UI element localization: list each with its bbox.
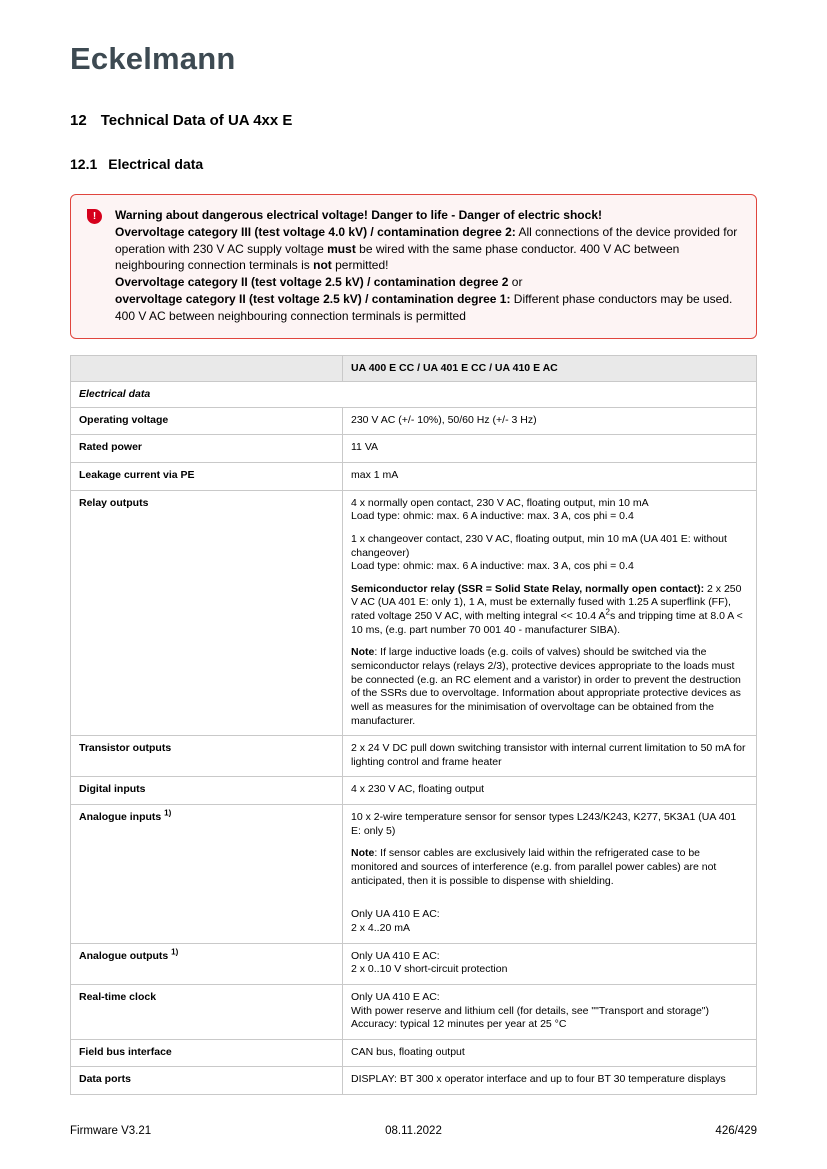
row-label: Leakage current via PE (71, 462, 343, 490)
text-segment: 2 x 0..10 V short-circuit protection (351, 963, 508, 976)
table-row (71, 805, 757, 943)
table-header-row (71, 355, 757, 381)
value-paragraph (351, 847, 748, 888)
text-segment: With power reserve and lithium cell (for details, see ""Transport and storage") (351, 1004, 710, 1017)
value-paragraph (351, 646, 748, 728)
text-segment: be wired with the same phase conductor. 400 V AC between neighbouring connection terminals is (115, 241, 680, 273)
table-row (71, 1039, 757, 1067)
table-section-row (71, 381, 757, 407)
text-segment: permitted! (331, 258, 389, 273)
section-heading (70, 112, 757, 129)
row-label (71, 805, 343, 943)
value-paragraph (351, 583, 748, 638)
text-segment: Load type: ohmic: max. 6 A inductive: max. 3 A, cos phi = 0.4 (351, 510, 634, 523)
text-segment: 11 VA (351, 441, 379, 454)
value-paragraph (351, 742, 748, 769)
text-segment: : If large inductive loads (e.g. coils of valves) should be switched via the semiconductor relays (relays 2/3), protective devices appropriate to the loads must be connected (e.g. an RC element and a varistor) in order to prevent the destruction of the SSRs due to overvoltage. Information about appropriate protective devices as well as measures for the minimisation of overvoltage can be obtained from the manufacturer. (351, 646, 741, 727)
row-label: Real-time clock (71, 984, 343, 1039)
table-row (71, 407, 757, 435)
text-segment: Overvoltage category II (test voltage 2.5 kV) / contamination degree 2 (115, 275, 509, 290)
text-segment: Load type: ohmic: max. 6 A inductive: max. 3 A, cos phi = 0.4 (351, 560, 634, 573)
text-segment: overvoltage category II (test voltage 2.5 kV) / contamination degree 1: (115, 292, 511, 307)
technical-data-table (70, 355, 757, 1095)
warning-box (70, 194, 757, 339)
subsection-title: Electrical data (108, 156, 204, 173)
value-paragraph (351, 533, 748, 574)
text-segment: 1 x changeover contact, 230 V AC, floating output, min 10 mA (UA 401 E: without changeover) (351, 532, 727, 559)
row-label: Relay outputs (71, 490, 343, 736)
row-label-text: Analogue inputs (79, 811, 162, 824)
table-row (71, 984, 757, 1039)
footer-page-number: 426/429 (715, 1125, 757, 1137)
row-value (343, 1039, 757, 1067)
value-paragraph (351, 950, 748, 977)
text-segment: 2 x 4..20 mA (351, 921, 410, 934)
value-paragraph (351, 783, 748, 797)
row-value (343, 1067, 757, 1095)
text-segment: : If sensor cables are exclusively laid within the refrigerated case to be monitored and sources of interference (e.g. from parallel power cables) are not anticipated, then it is possible to dispense with shielding. (351, 847, 717, 887)
row-label: Field bus interface (71, 1039, 343, 1067)
text-segment: or (508, 275, 523, 290)
row-value (343, 490, 757, 736)
footnote-marker: 1) (171, 947, 179, 957)
row-label: Operating voltage (71, 407, 343, 435)
table-row (71, 1067, 757, 1095)
row-label: Rated power (71, 435, 343, 463)
header-cell-empty (71, 355, 343, 381)
footnote-marker: 1) (164, 808, 172, 818)
footer-firmware-version: Firmware V3.21 (70, 1125, 152, 1137)
text-segment: not (313, 258, 332, 273)
row-value (343, 943, 757, 984)
text-segment: Only UA 410 E AC: (351, 990, 440, 1003)
value-paragraph (351, 811, 748, 838)
warning-exclamation-icon (87, 209, 102, 224)
row-value (343, 984, 757, 1039)
row-label: Transistor outputs (71, 736, 343, 777)
table-row (71, 777, 757, 805)
text-segment: s and tripping time at 8.0 A < 10 ms, (e.g. part number 70 001 40 - manufacturer SIBA). (351, 610, 743, 636)
eckelmann-logo: Eckelmann (70, 41, 236, 76)
text-segment: Overvoltage category III (test voltage 4.0 kV) / contamination degree 2: (115, 224, 516, 239)
superscript: 2 (605, 607, 610, 617)
row-label (71, 943, 343, 984)
page-footer (70, 1125, 757, 1137)
table-row (71, 462, 757, 490)
warning-text (115, 207, 740, 325)
row-value (343, 805, 757, 943)
section-title: Technical Data of UA 4xx E (100, 112, 293, 130)
text-segment: Only UA 410 E AC: (351, 949, 440, 962)
footer-date: 08.11.2022 (385, 1125, 442, 1137)
row-label-text: Analogue outputs (79, 949, 169, 962)
section-number: 12 (70, 112, 87, 130)
text-segment: 4 x normally open contact, 230 V AC, floating output, min 10 mA (351, 496, 649, 509)
subsection-number: 12.1 (70, 156, 98, 173)
text-segment: 230 V AC (+/- 10%), 50/60 Hz (+/- 3 Hz) (351, 413, 537, 426)
text-segment: Only UA 410 E AC: (351, 908, 440, 921)
text-segment: DISPLAY: BT 300 x operator interface and up to four BT 30 temperature displays (351, 1073, 726, 1086)
text-segment: Accuracy: typical 12 minutes per year at 25 °C (351, 1018, 567, 1031)
value-paragraph (351, 469, 748, 483)
row-value (343, 777, 757, 805)
value-paragraph (351, 441, 748, 455)
section-label: Electrical data (71, 381, 757, 407)
value-paragraph (351, 414, 748, 428)
text-segment: Warning about dangerous electrical voltage! Danger to life - Danger of electric shock! (115, 208, 602, 223)
text-segment: Note (351, 847, 375, 860)
table-row (71, 435, 757, 463)
row-value (343, 462, 757, 490)
text-segment: must (327, 241, 356, 256)
text-segment: CAN bus, floating output (351, 1045, 465, 1058)
text-segment: Note (351, 646, 375, 659)
table-row (71, 490, 757, 736)
row-label: Data ports (71, 1067, 343, 1095)
warning-glyph: ! (92, 210, 97, 222)
value-paragraph (351, 908, 748, 935)
text-segment: 4 x 230 V AC, floating output (351, 783, 485, 796)
text-segment: Different phase conductors may be used. 400 V AC between neighbouring connection terminals is permitted (115, 292, 733, 323)
value-paragraph (351, 1046, 748, 1060)
value-paragraph (351, 991, 748, 1032)
table-row (71, 943, 757, 984)
row-label: Digital inputs (71, 777, 343, 805)
text-segment: max 1 mA (351, 468, 399, 481)
text-segment: 2 x 24 V DC pull down switching transistor with internal current limitation to 50 mA for lighting control and frame heater (351, 742, 746, 768)
text-segment: Semiconductor relay (SSR = Solid State Relay, normally open contact): (351, 582, 705, 595)
value-paragraph (351, 497, 748, 524)
text-segment: All connections of the device provided for operation with 230 V AC supply voltage (115, 224, 738, 256)
row-value (343, 736, 757, 777)
row-value (343, 435, 757, 463)
text-segment: 10 x 2-wire temperature sensor for sensor types L243/K243, K277, 5K3A1 (UA 401 E: only 5) (351, 811, 737, 837)
row-value (343, 407, 757, 435)
header-cell-models: UA 400 E CC / UA 401 E CC / UA 410 E AC (343, 355, 757, 381)
subsection-heading (70, 156, 757, 172)
value-paragraph (351, 1073, 748, 1087)
text-segment: 2 x 250 V AC (UA 401 E: only 1), 1 A, must be externally fused with 1.25 A superflink (FF), rated voltage 250 V AC, with melting integral << 10.4 A (351, 582, 742, 623)
table-row (71, 736, 757, 777)
